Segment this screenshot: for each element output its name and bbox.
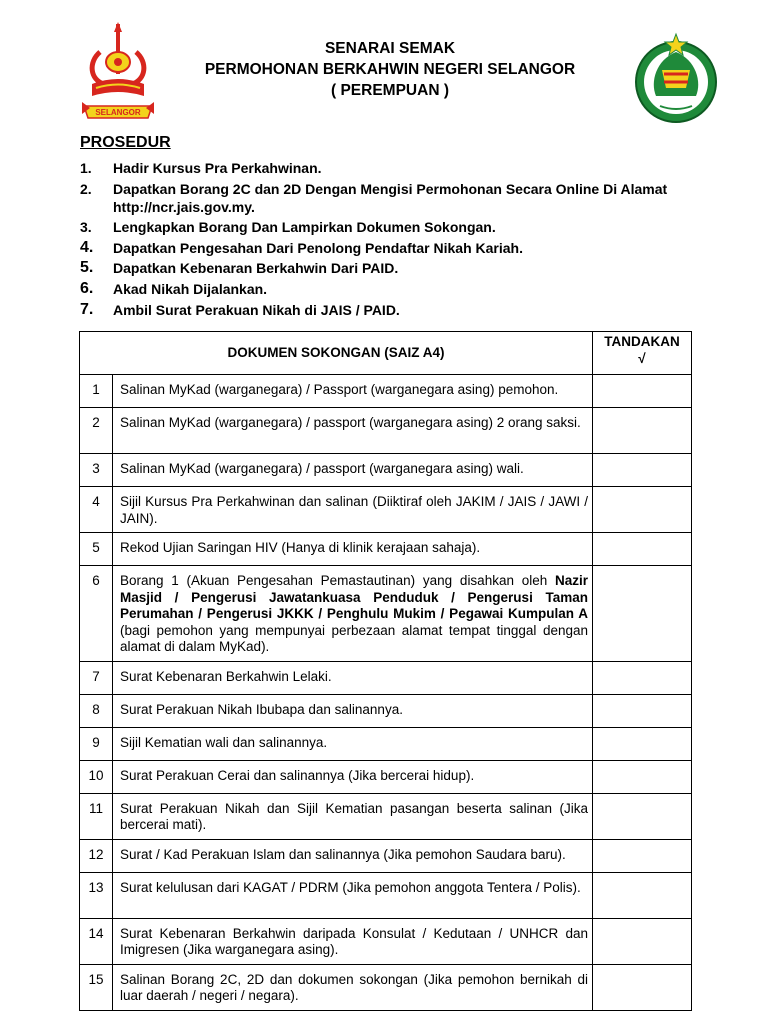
prosedur-heading: PROSEDUR <box>80 134 171 151</box>
check-cell[interactable] <box>593 408 692 454</box>
title-line-1: SENARAI SEMAK <box>324 40 456 57</box>
check-cell[interactable] <box>593 839 692 872</box>
selangor-label: SELANGOR <box>95 108 141 117</box>
procedure-step: 7. Ambil Surat Perakuan Nikah di JAIS / PAID. <box>80 300 400 318</box>
header-documents: DOKUMEN SOKONGAN (SAIZ A4) <box>80 332 593 375</box>
procedure-step: 5. Dapatkan Kebenaran Berkahwin Dari PAID. <box>80 259 399 277</box>
table-row: 13 Surat kelulusan dari KAGAT / PDRM (Jika pemohon anggota Tentera / Polis). <box>80 872 692 918</box>
table-row: 11 Surat Perakuan Nikah dan Sijil Kematian pasangan beserta salinan (Jika bercerai mati). <box>80 793 692 839</box>
table-row: 9 Sijil Kematian wali dan salinannya. <box>80 727 692 760</box>
title-line-2: PERMOHONAN BERKAHWIN NEGERI SELANGOR <box>204 61 576 78</box>
procedure-list <box>80 159 680 321</box>
procedure-step: 1. Hadir Kursus Pra Perkahwinan. <box>80 160 322 176</box>
document-header <box>0 0 768 130</box>
check-cell[interactable] <box>593 661 692 694</box>
table-row: 6 Borang 1 (Akuan Pengesahan Pemastautinan) yang disahkan oleh Nazir Masjid / Pengerusi Jawatankuasa Penduduk / Pengerusi Taman Perumahan / Pengerusi JKKK / Penghulu Mukim / Pegawai Kumpulan A (bagi pemohon yang mempunyai perbezaan alamat tempat tinggal dengan alamat di dalam MyKad). <box>80 566 692 662</box>
checkmark-icon: √ <box>638 350 646 366</box>
table-row: 14 Surat Kebenaran Berkahwin daripada Konsulat / Kedutaan / UNHCR dan Imigresen (Jika warganegara asing). <box>80 918 692 964</box>
selangor-crest-logo <box>78 22 158 126</box>
table-row: 7 Surat Kebenaran Berkahwin Lelaki. <box>80 661 692 694</box>
procedure-step: 6. Akad Nikah Dijalankan. <box>80 279 268 297</box>
check-cell[interactable] <box>593 533 692 566</box>
table-header-row <box>80 332 692 375</box>
check-cell[interactable] <box>593 694 692 727</box>
table-row: 12 Surat / Kad Perakuan Islam dan salinannya (Jika pemohon Saudara baru). <box>80 839 692 872</box>
table-row: 10 Surat Perakuan Cerai dan salinannya (Jika bercerai hidup). <box>80 760 692 793</box>
header-tandakan: TANDAKAN √ <box>593 332 692 375</box>
check-cell[interactable] <box>593 727 692 760</box>
title-line-3: ( PEREMPUAN ) <box>331 82 449 99</box>
check-cell[interactable] <box>593 487 692 533</box>
procedure-step: 2. Dapatkan Borang 2C dan 2D Dengan Mengisi Permohonan Secara Online Di Alamat http://ncr.jais.gov.my. <box>80 180 668 215</box>
procedure-step: 3. Lengkapkan Borang Dan Lampirkan Dokumen Sokongan. <box>80 219 496 236</box>
check-cell[interactable] <box>593 375 692 408</box>
check-cell[interactable] <box>593 793 692 839</box>
table-row: 8 Surat Perakuan Nikah Ibubapa dan salinannya. <box>80 694 692 727</box>
table-row: 3 Salinan MyKad (warganegara) / passport (warganegara asing) wali. <box>80 454 692 487</box>
table-row: 5 Rekod Ujian Saringan HIV (Hanya di klinik kerajaan sahaja). <box>80 533 692 566</box>
procedure-step: 4. Dapatkan Pengesahan Dari Penolong Pendaftar Nikah Kariah. <box>80 238 523 256</box>
table-row: 1 Salinan MyKad (warganegara) / Passport (warganegara asing) pemohon. <box>80 375 692 408</box>
check-cell[interactable] <box>593 566 692 662</box>
check-cell[interactable] <box>593 454 692 487</box>
check-cell[interactable] <box>593 872 692 918</box>
check-cell[interactable] <box>593 918 692 964</box>
table-row: 4 Sijil Kursus Pra Perkahwinan dan salinan (Diiktiraf oleh JAKIM / JAIS / JAWI / JAIN). <box>80 487 692 533</box>
table-row: 15 Salinan Borang 2C, 2D dan dokumen sokongan (Jika pemohon bernikah di luar daerah / negeri / negara). <box>80 964 692 1010</box>
jais-crest-logo <box>634 30 718 130</box>
documents-table <box>79 331 692 1011</box>
table-row: 2 Salinan MyKad (warganegara) / passport (warganegara asing) 2 orang saksi. <box>80 408 692 454</box>
check-cell[interactable] <box>593 760 692 793</box>
check-cell[interactable] <box>593 964 692 1010</box>
title-block <box>170 38 610 101</box>
